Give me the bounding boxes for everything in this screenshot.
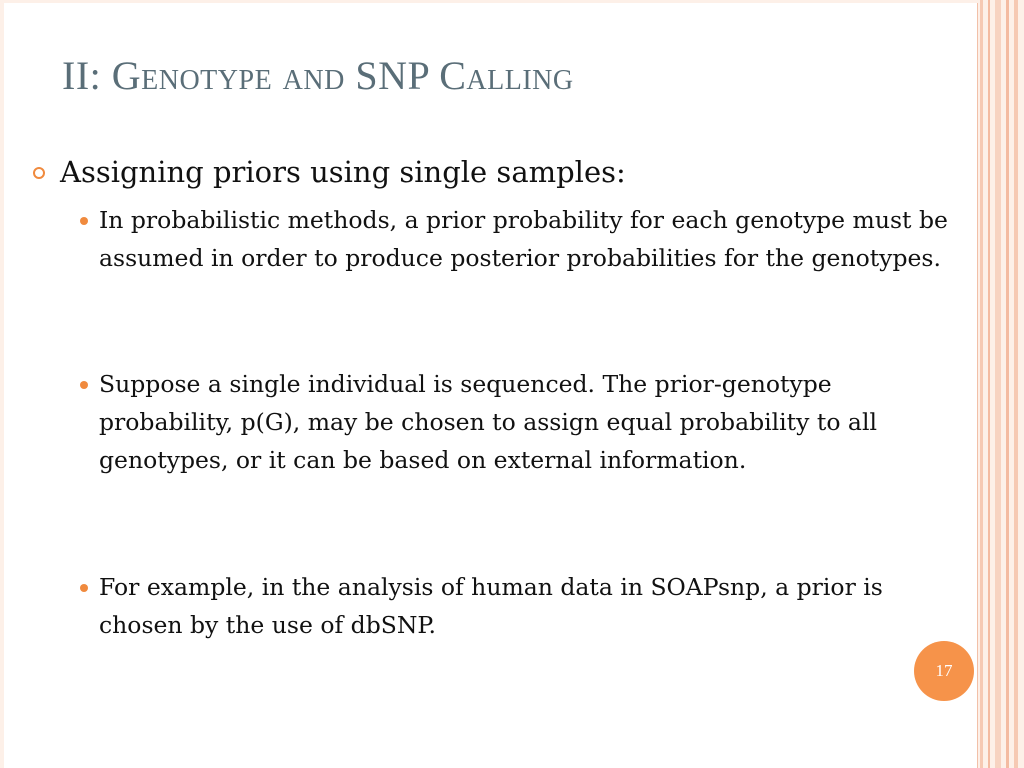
- sub-bullet: For example, in the analysis of human data in SOAPsnp, a prior is chosen by the use of dbSNP.: [99, 573, 883, 639]
- ring-bullet-icon: [33, 167, 45, 179]
- border-stripe: [988, 0, 990, 768]
- border-stripe: [1006, 0, 1009, 768]
- sub-bullet: In probabilistic methods, a prior probability for each genotype must be assumed in order to produce posterior probabilities for the genotypes.: [99, 206, 948, 272]
- border-stripe: [995, 0, 1001, 768]
- heading-bullet: Assigning priors using single samples:: [60, 155, 626, 189]
- border-stripe: [980, 0, 983, 768]
- slide-title: II: Genotype and SNP Calling: [62, 53, 574, 98]
- dot-bullet-icon: [80, 584, 88, 592]
- page-number-badge: 17: [914, 641, 974, 701]
- border-stripe: [1014, 0, 1018, 768]
- sub-bullet: Suppose a single individual is sequenced. The prior-genotype probability, p(G), may be chosen to assign equal probability to all genotypes, or it can be based on external information.: [99, 370, 877, 474]
- dot-bullet-icon: [80, 381, 88, 389]
- dot-bullet-icon: [80, 217, 88, 225]
